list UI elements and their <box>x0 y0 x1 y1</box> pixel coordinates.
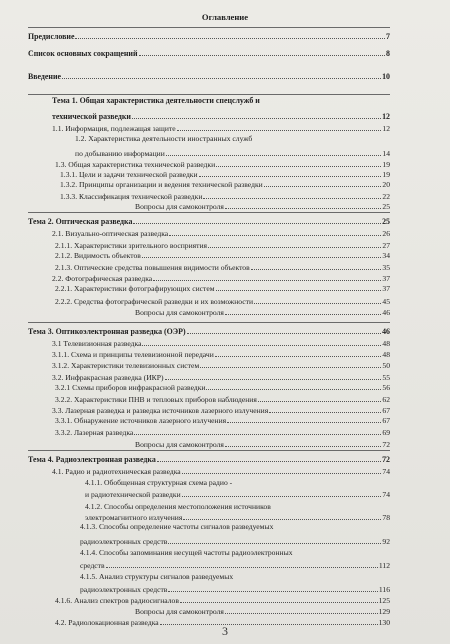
dot-leader <box>139 55 386 56</box>
dot-leader <box>75 38 385 39</box>
toc-page-number: 56 <box>382 383 390 392</box>
toc-entry-title: 2.1.2. Видимость объектов <box>55 251 141 260</box>
toc-entry-title: 2.1.3. Оптические средства повышения видимости объектов <box>55 263 250 272</box>
toc-entry[interactable] <box>28 324 390 336</box>
toc-entry-title: 1.3.2. Принципы организации и ведения технической разведки <box>60 180 263 189</box>
toc-page-number: 72 <box>382 455 390 464</box>
toc-entry[interactable] <box>52 226 390 238</box>
dot-leader <box>182 496 382 497</box>
toc-page-number: 72 <box>382 440 390 449</box>
toc-entry[interactable] <box>55 380 390 392</box>
toc-entry-title: 3.3. Лазерная разведка и разведка источников лазерного излучения <box>52 406 269 415</box>
toc-entry-title: средств <box>80 561 105 570</box>
toc-page-number: 8 <box>386 49 390 58</box>
toc-entry[interactable] <box>55 413 390 425</box>
dot-leader <box>225 446 381 447</box>
toc-entry-first-line: 4.1.2. Способы определения местоположения источников <box>85 502 271 511</box>
toc-page-number: 19 <box>382 160 390 169</box>
toc-entry-first-line: 4.1.1. Обобщенная структурная схема радио - <box>85 478 233 487</box>
toc-entry-title: и радиотехнической разведки <box>85 490 181 499</box>
toc-page-number: 46 <box>382 308 390 317</box>
dot-leader <box>157 461 381 462</box>
dot-leader <box>225 314 381 315</box>
toc-entry[interactable] <box>28 29 390 41</box>
toc-entry-title: Предисловие <box>28 32 75 41</box>
dot-leader <box>206 389 381 390</box>
toc-page-number: 19 <box>382 170 390 179</box>
toc-page-number: 12 <box>382 124 390 133</box>
toc-entry-title: 3.2.1 Схемы приборов инфракрасной разведки <box>55 383 206 392</box>
toc-page-number: 74 <box>382 467 390 476</box>
toc-page-number: 45 <box>382 297 390 306</box>
toc-entry-title: 3.3.1. Обнаружение источников лазерного излучения <box>55 416 227 425</box>
toc-entry[interactable] <box>55 425 390 437</box>
toc-page-number: 67 <box>382 416 390 425</box>
toc-entry-title: Тема 2. Оптическая разведка <box>28 217 133 226</box>
toc-page-number: 130 <box>378 618 390 627</box>
dot-leader <box>133 223 381 224</box>
toc-page-number: 116 <box>378 585 390 594</box>
toc-entry[interactable] <box>52 109 390 121</box>
toc-page-number: 48 <box>382 339 390 348</box>
toc-entry[interactable] <box>135 199 390 211</box>
section-divider <box>28 322 390 323</box>
dot-leader <box>215 356 382 357</box>
toc-entry-title: Тема 3. Оптикоэлектронная разведка (ОЭР) <box>28 327 186 336</box>
page-number: 3 <box>222 624 228 638</box>
toc-entry-title: 1.3.3. Классификация технической разведки <box>60 192 203 201</box>
toc-entry[interactable] <box>28 46 390 58</box>
toc-entry-title: Вопросы для самоконтроля <box>135 308 224 317</box>
toc-page-number: 37 <box>382 274 390 283</box>
dot-leader <box>216 290 382 291</box>
toc-entry-title: по добыванию информации <box>75 149 165 158</box>
toc-entry-title: Список основных сокращений <box>28 49 138 58</box>
toc-page-number: 20 <box>382 180 390 189</box>
toc-entry[interactable] <box>135 437 390 449</box>
dot-leader <box>132 118 381 119</box>
toc-entry-title: 1.3.1. Цели и задачи технической разведки <box>60 170 198 179</box>
dot-leader <box>182 473 382 474</box>
toc-page-number: 27 <box>382 241 390 250</box>
section-divider <box>28 450 390 451</box>
toc-entry-title: 2.2. Фотографическая разведка <box>52 274 153 283</box>
toc-entry-title: 4.1.6. Анализ спектров радиосигналов <box>55 596 179 605</box>
toc-entry-title: 1.3. Общая характеристика технической разведки <box>55 160 216 169</box>
toc-entry[interactable] <box>55 281 390 293</box>
toc-page-number: 14 <box>382 149 390 158</box>
toc-page-number: 7 <box>386 32 390 41</box>
dot-leader <box>254 303 381 304</box>
toc-entry-title: Введение <box>28 72 62 81</box>
toc-entry-title: 3.3.2. Лазерная разведка <box>55 428 134 437</box>
section-divider <box>28 27 390 28</box>
dot-leader <box>225 208 381 209</box>
toc-entry-title: 3.1.2. Характеристики телевизионных систем <box>52 361 200 370</box>
toc-entry-first-line: 4.1.5. Анализ структуры сигналов разведуемых <box>80 572 234 581</box>
dot-leader <box>258 401 382 402</box>
toc-page-number: 12 <box>382 112 390 121</box>
toc-page-number: 129 <box>378 607 390 616</box>
dot-leader <box>142 257 382 258</box>
toc-page-number: 22 <box>382 192 390 201</box>
toc-page-number: 25 <box>382 202 390 211</box>
toc-entry-first-line: 1.2. Характеристика деятельности иностранных служб <box>75 134 253 143</box>
section-divider <box>28 94 390 95</box>
toc-entry-title: технической разведки <box>52 112 131 121</box>
toc-entry[interactable] <box>80 558 390 570</box>
toc-page-number: 25 <box>382 217 390 226</box>
toc-page-number: 10 <box>382 72 390 81</box>
dot-leader <box>264 186 382 187</box>
toc-entry[interactable] <box>135 305 390 317</box>
toc-entry[interactable] <box>52 464 390 476</box>
toc-entry-title: Вопросы для самоконтроля <box>135 202 224 211</box>
toc-entry[interactable] <box>85 510 390 522</box>
toc-entry-title: Вопросы для самоконтроля <box>135 440 224 449</box>
dot-leader <box>251 269 382 270</box>
toc-entry-title: радиоэлектронных средств <box>80 537 168 546</box>
toc-page-number: 74 <box>382 490 390 499</box>
toc-page-number: 55 <box>382 373 390 382</box>
toc-entry[interactable] <box>52 358 390 370</box>
toc-entry[interactable] <box>28 69 390 81</box>
toc-page-number: 92 <box>382 537 390 546</box>
toc-entry-title: 3.2.2. Характеристики ПНВ и тепловых приборов наблюдения <box>55 395 257 404</box>
toc-entry[interactable] <box>52 121 390 133</box>
toc-page-number: 50 <box>382 361 390 370</box>
section-divider <box>28 212 390 213</box>
toc-page-number: 125 <box>378 596 390 605</box>
toc-page-number: 35 <box>382 263 390 272</box>
toc-entry[interactable] <box>28 452 390 464</box>
dot-leader <box>177 130 382 131</box>
toc-entry-title: 2.2.1. Характеристики фотографирующих систем <box>55 284 215 293</box>
dot-leader <box>180 602 378 603</box>
toc-entry[interactable] <box>60 177 390 189</box>
toc-entry[interactable] <box>85 487 390 499</box>
dot-leader <box>106 567 378 568</box>
toc-entry-title: 2.2.2. Средства фотографической разведки и их возможности <box>55 297 254 306</box>
toc-entry-title: электромагнитного излучения <box>85 513 183 522</box>
toc-entry-title: 2.1. Визуально-оптическая разведка <box>52 229 169 238</box>
toc-entry-first-line: 4.1.3. Способы определение частоты сигналов разведуемых <box>80 522 274 531</box>
dot-leader <box>134 434 381 435</box>
toc-title: Оглавление <box>201 12 249 22</box>
toc-page-number: 112 <box>378 561 390 570</box>
dot-leader <box>183 519 381 520</box>
toc-page-number: 48 <box>382 350 390 359</box>
dot-leader <box>225 613 378 614</box>
toc-page-number: 67 <box>382 406 390 415</box>
toc-page-number: 69 <box>382 428 390 437</box>
dot-leader <box>62 78 381 79</box>
toc-entry-title: 1.1. Информация, подлежащая защите <box>52 124 176 133</box>
toc-entry[interactable] <box>80 534 390 546</box>
toc-page-number: 37 <box>382 284 390 293</box>
toc-entry[interactable] <box>55 248 390 260</box>
toc-entry-title: 2.1.1. Характеристики зрительного восприятия <box>55 241 208 250</box>
toc-page-number: 34 <box>382 251 390 260</box>
dot-leader <box>200 367 381 368</box>
toc-entry-title: 4.1. Радио и радиотехническая разведка <box>52 467 181 476</box>
dot-leader <box>169 235 381 236</box>
toc-entry-title: 3.2. Инфракрасная разведка (ИКР) <box>52 373 164 382</box>
toc-page-number: 62 <box>382 395 390 404</box>
toc-page-number: 78 <box>382 513 390 522</box>
toc-entry-first-line: 4.1.4. Способы запоминания несущей частоты радиоэлектронных <box>80 548 293 557</box>
toc-page-number: 26 <box>382 229 390 238</box>
dot-leader <box>166 155 382 156</box>
toc-entry-title: 3.1 Телевизионная разведка <box>52 339 142 348</box>
toc-entry[interactable] <box>28 214 390 226</box>
dot-leader <box>227 422 381 423</box>
dot-leader <box>168 543 381 544</box>
toc-entry-title: 4.2. Радиолокационная разведка <box>55 618 159 627</box>
dot-leader <box>187 333 382 334</box>
toc-entry-first-line: Тема 1. Общая характеристика деятельности спецслужб и <box>52 96 260 105</box>
toc-entry-title: 3.1.1. Схема и принципы телевизионной передачи <box>52 350 214 359</box>
toc-entry-title: Вопросы для самоконтроля <box>135 607 224 616</box>
dot-leader <box>142 345 381 346</box>
toc-page-number: 46 <box>382 327 390 336</box>
toc-entry-title: радиоэлектронных средств <box>80 585 168 594</box>
dot-leader <box>168 591 378 592</box>
toc-entry-title: Тема 4. Радиоэлектронная разведка <box>28 455 156 464</box>
